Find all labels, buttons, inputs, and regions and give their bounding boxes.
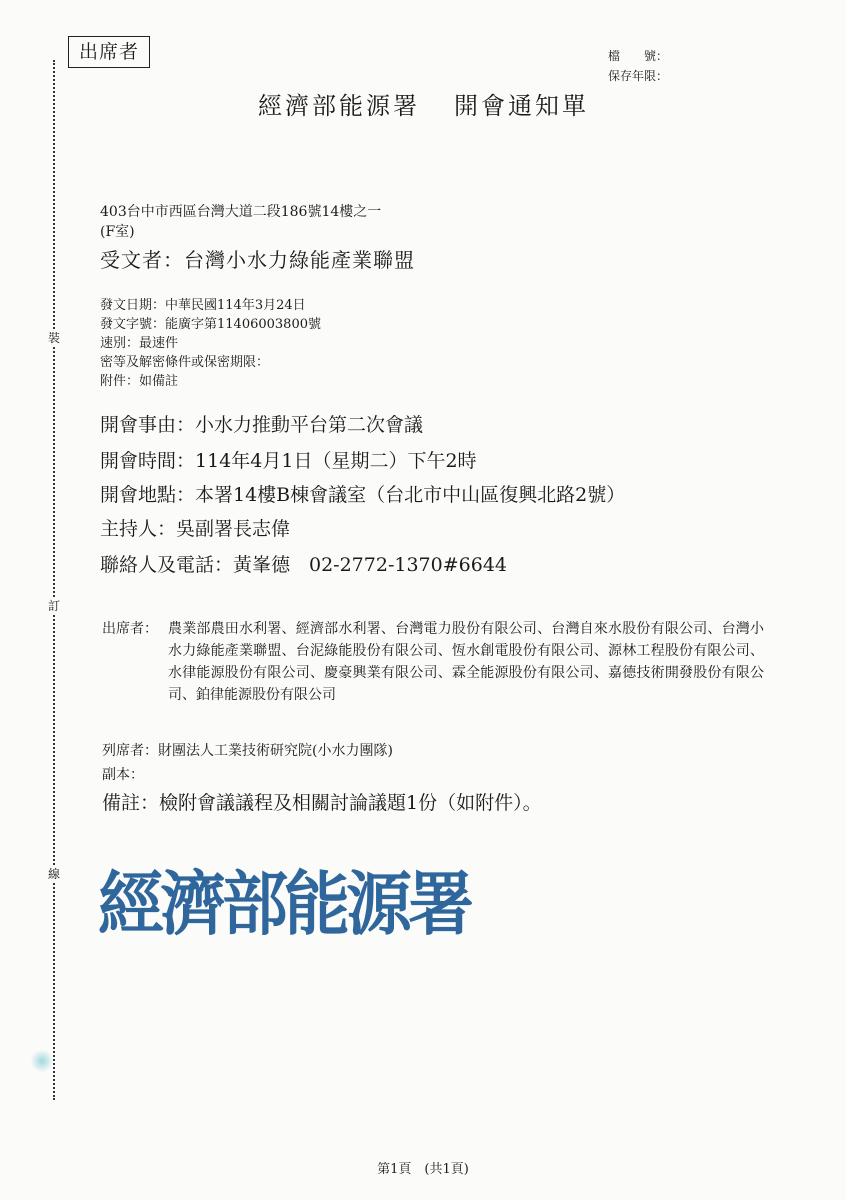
delivery-speed: 速別：最速件 <box>100 336 179 351</box>
meeting-chair: 主持人：吳副署長志偉 <box>100 518 291 540</box>
document-type: 開會通知單 <box>454 92 589 120</box>
receiver-address <box>100 202 381 242</box>
attachment-note: 附件：如備註 <box>100 374 179 389</box>
meeting-place: 開會地點：本署14樓B棟會議室（台北市中山區復興北路2號） <box>100 484 626 506</box>
binding-line <box>53 60 55 1100</box>
secrecy-level: 密等及解密條件或保密期限： <box>100 355 270 370</box>
page-number: 第1頁 (共1頁) <box>377 1162 469 1177</box>
agency-seal: 經濟部能源署 <box>98 863 470 945</box>
attendee-copy-box: 出席者 <box>68 36 150 68</box>
issue-date: 發文日期：中華民國114年3月24日 <box>100 298 306 313</box>
address-line-2: (F室) <box>100 224 135 240</box>
observer-list: 列席者：財團法人工業技術研究院(小水力團隊) <box>102 743 393 759</box>
address-line-1: 403台中市西區台灣大道二段186號14樓之一 <box>100 204 382 220</box>
meeting-subject: 開會事由：小水力推動平台第二次會議 <box>100 414 424 436</box>
receiver: 受文者：台灣小水力綠能產業聯盟 <box>100 248 415 272</box>
binding-mark-middle: 訂 <box>47 599 60 613</box>
document-meta <box>100 296 321 391</box>
binding-mark-top: 裝 <box>47 331 60 345</box>
binding-mark-bottom: 線 <box>47 867 60 881</box>
file-meta <box>608 46 668 86</box>
remarks: 備註：檢附會議議程及相關討論議題1份（如附件）。 <box>102 792 542 814</box>
file-number-label: 檔 號： <box>608 49 669 63</box>
document-title <box>258 86 589 121</box>
attendee-names: 農業部農田水利署、經濟部水利署、台灣電力股份有限公司、台灣自來水股份有限公司、台灣小水力綠能產業聯盟、台泥綠能股份有限公司、恆水創電股份有限公司、源林工程股份有限公司、水律能源股份有限公司、慶豪興業有限公司、霖全能源股份有限公司、嘉德技術開發股份有限公司、鉑律能源股份有限公司 <box>168 621 764 703</box>
copy-recipients: 副本： <box>102 767 144 783</box>
meeting-time: 開會時間：114年4月1日（星期二）下午2時 <box>100 450 477 472</box>
meeting-contact: 聯絡人及電話：黃峯德 02-2772-1370#6644 <box>100 554 507 576</box>
agency-name: 經濟部能源署 <box>258 92 420 120</box>
document-number: 發文字號：能廣字第11406003800號 <box>100 317 321 332</box>
ink-smudge <box>30 1050 54 1072</box>
attendee-label: 出席者： <box>102 621 158 637</box>
retention-label: 保存年限： <box>608 69 669 83</box>
